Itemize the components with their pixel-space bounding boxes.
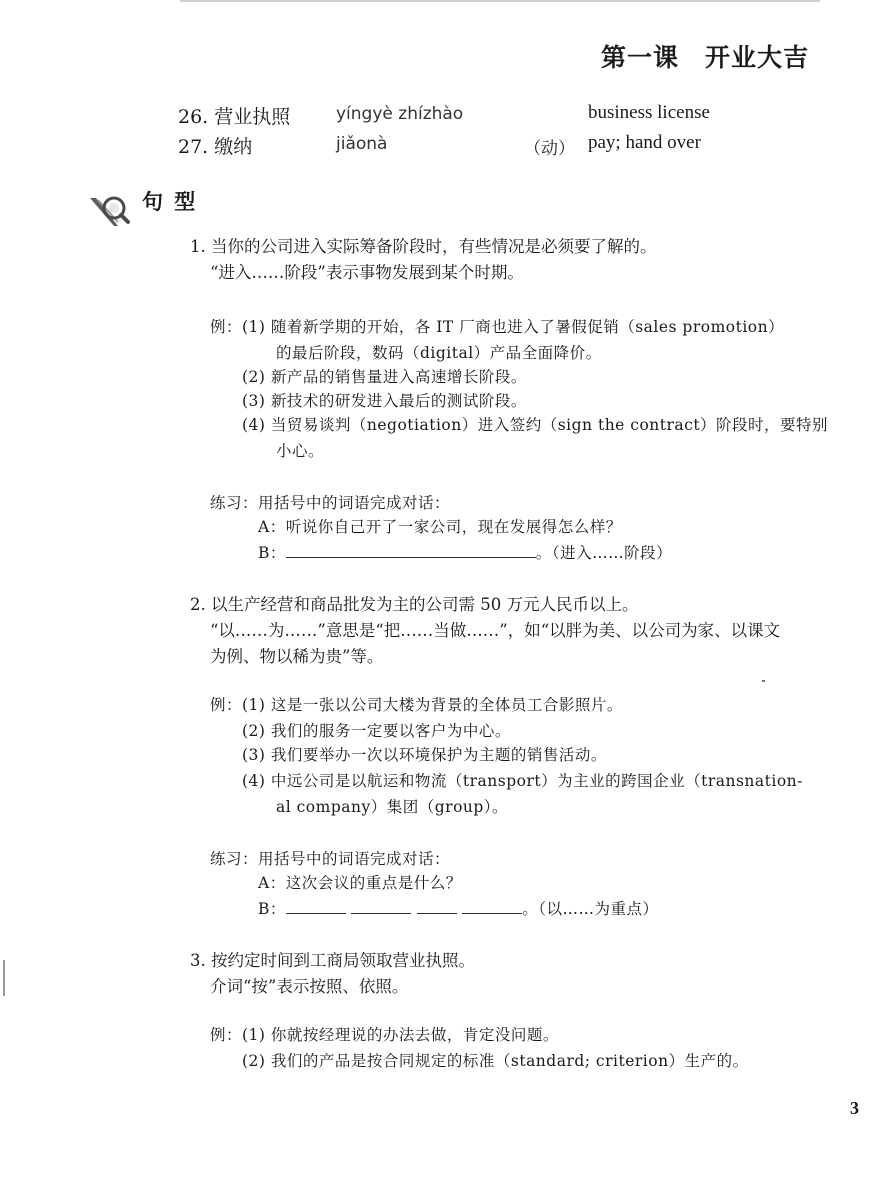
practice-line-b: B： 。（进入……阶段） — [258, 544, 673, 562]
answer-blank — [462, 899, 522, 914]
vocab-term: 26. 营业执照 — [178, 106, 291, 128]
practice-line-a: A：听说你自己开了一家公司，现在发展得怎么样？ — [258, 518, 622, 536]
vocab-english: pay; hand over — [588, 132, 701, 153]
example-item: 例：(1) 随着新学期的开始，各 IT 厂商也进入了暑假促销（sales promotion） — [210, 318, 785, 336]
top-edge-rule — [180, 0, 820, 2]
practice-label: 练习：用括号中的词语完成对话： — [210, 850, 451, 868]
pattern-heading: 2. 以生产经营和商品批发为主的公司需 50 万元人民币以上。 — [190, 595, 639, 614]
example-continuation: al company）集团（group）。 — [276, 798, 509, 816]
answer-blank — [286, 899, 346, 914]
pattern-explanation: 为例、物以稀为贵”等。 — [210, 647, 384, 666]
example-item: 例：(1) 你就按经理说的办法去做，肯定没问题。 — [210, 1026, 559, 1044]
pattern-explanation: 介词“按”表示按照、依照。 — [210, 977, 409, 996]
practice-line-b: B： 。（以……为重点） — [258, 900, 659, 918]
vocab-english: business license — [588, 102, 710, 123]
vocab-pos: （动） — [524, 139, 575, 159]
example-item: (4) 当贸易谈判（negotiation）进入签约（sign the contract）阶段时，要特别 — [242, 416, 829, 434]
answer-blank — [351, 899, 411, 914]
vocab-pinyin: yíngyè zhízhào — [336, 104, 464, 124]
example-item: 例：(1) 这是一张以公司大楼为背景的全体员工合影照片。 — [210, 696, 623, 714]
example-item: (2) 我们的服务一定要以客户为中心。 — [242, 722, 511, 740]
example-item: (3) 新技术的研发进入最后的测试阶段。 — [242, 392, 527, 410]
example-item: (2) 我们的产品是按合同规定的标准（standard; criterion）生产的。 — [242, 1052, 749, 1070]
example-item: (2) 新产品的销售量进入高速增长阶段。 — [242, 368, 527, 386]
pattern-explanation: “以……为……”意思是“把……当做……”，如“以胖为美、以公司为家、以课文 — [210, 621, 781, 640]
lesson-title: 第一课 开业大吉 — [600, 43, 809, 72]
vocab-term: 27. 缴纳 — [178, 136, 253, 158]
pattern-heading: 3. 按约定时间到工商局领取营业执照。 — [190, 951, 475, 970]
answer-blank — [417, 899, 457, 914]
pattern-explanation: “进入……阶段”表示事物发展到某个时期。 — [210, 263, 524, 282]
example-continuation: 的最后阶段，数码（digital）产品全面降价。 — [276, 344, 602, 362]
example-item: (4) 中远公司是以航运和物流（transport）为主业的跨国企业（transnation- — [242, 772, 803, 790]
example-continuation: 小心。 — [276, 442, 325, 460]
magnifier-pencil-icon — [88, 186, 132, 228]
page-number: 3 — [850, 1098, 859, 1118]
answer-blank — [286, 543, 536, 558]
section-title: 句 型 — [142, 190, 198, 214]
example-item: (3) 我们要举办一次以环境保护为主题的销售活动。 — [242, 746, 607, 764]
practice-line-a: A：这次会议的重点是什么？ — [258, 874, 462, 892]
pattern-heading: 1. 当你的公司进入实际筹备阶段时，有些情况是必须要了解的。 — [190, 237, 657, 256]
margin-dot — [762, 680, 765, 682]
margin-mark — [3, 960, 5, 996]
practice-label: 练习：用括号中的词语完成对话： — [210, 494, 451, 512]
vocab-pinyin: jiǎonà — [336, 134, 388, 154]
